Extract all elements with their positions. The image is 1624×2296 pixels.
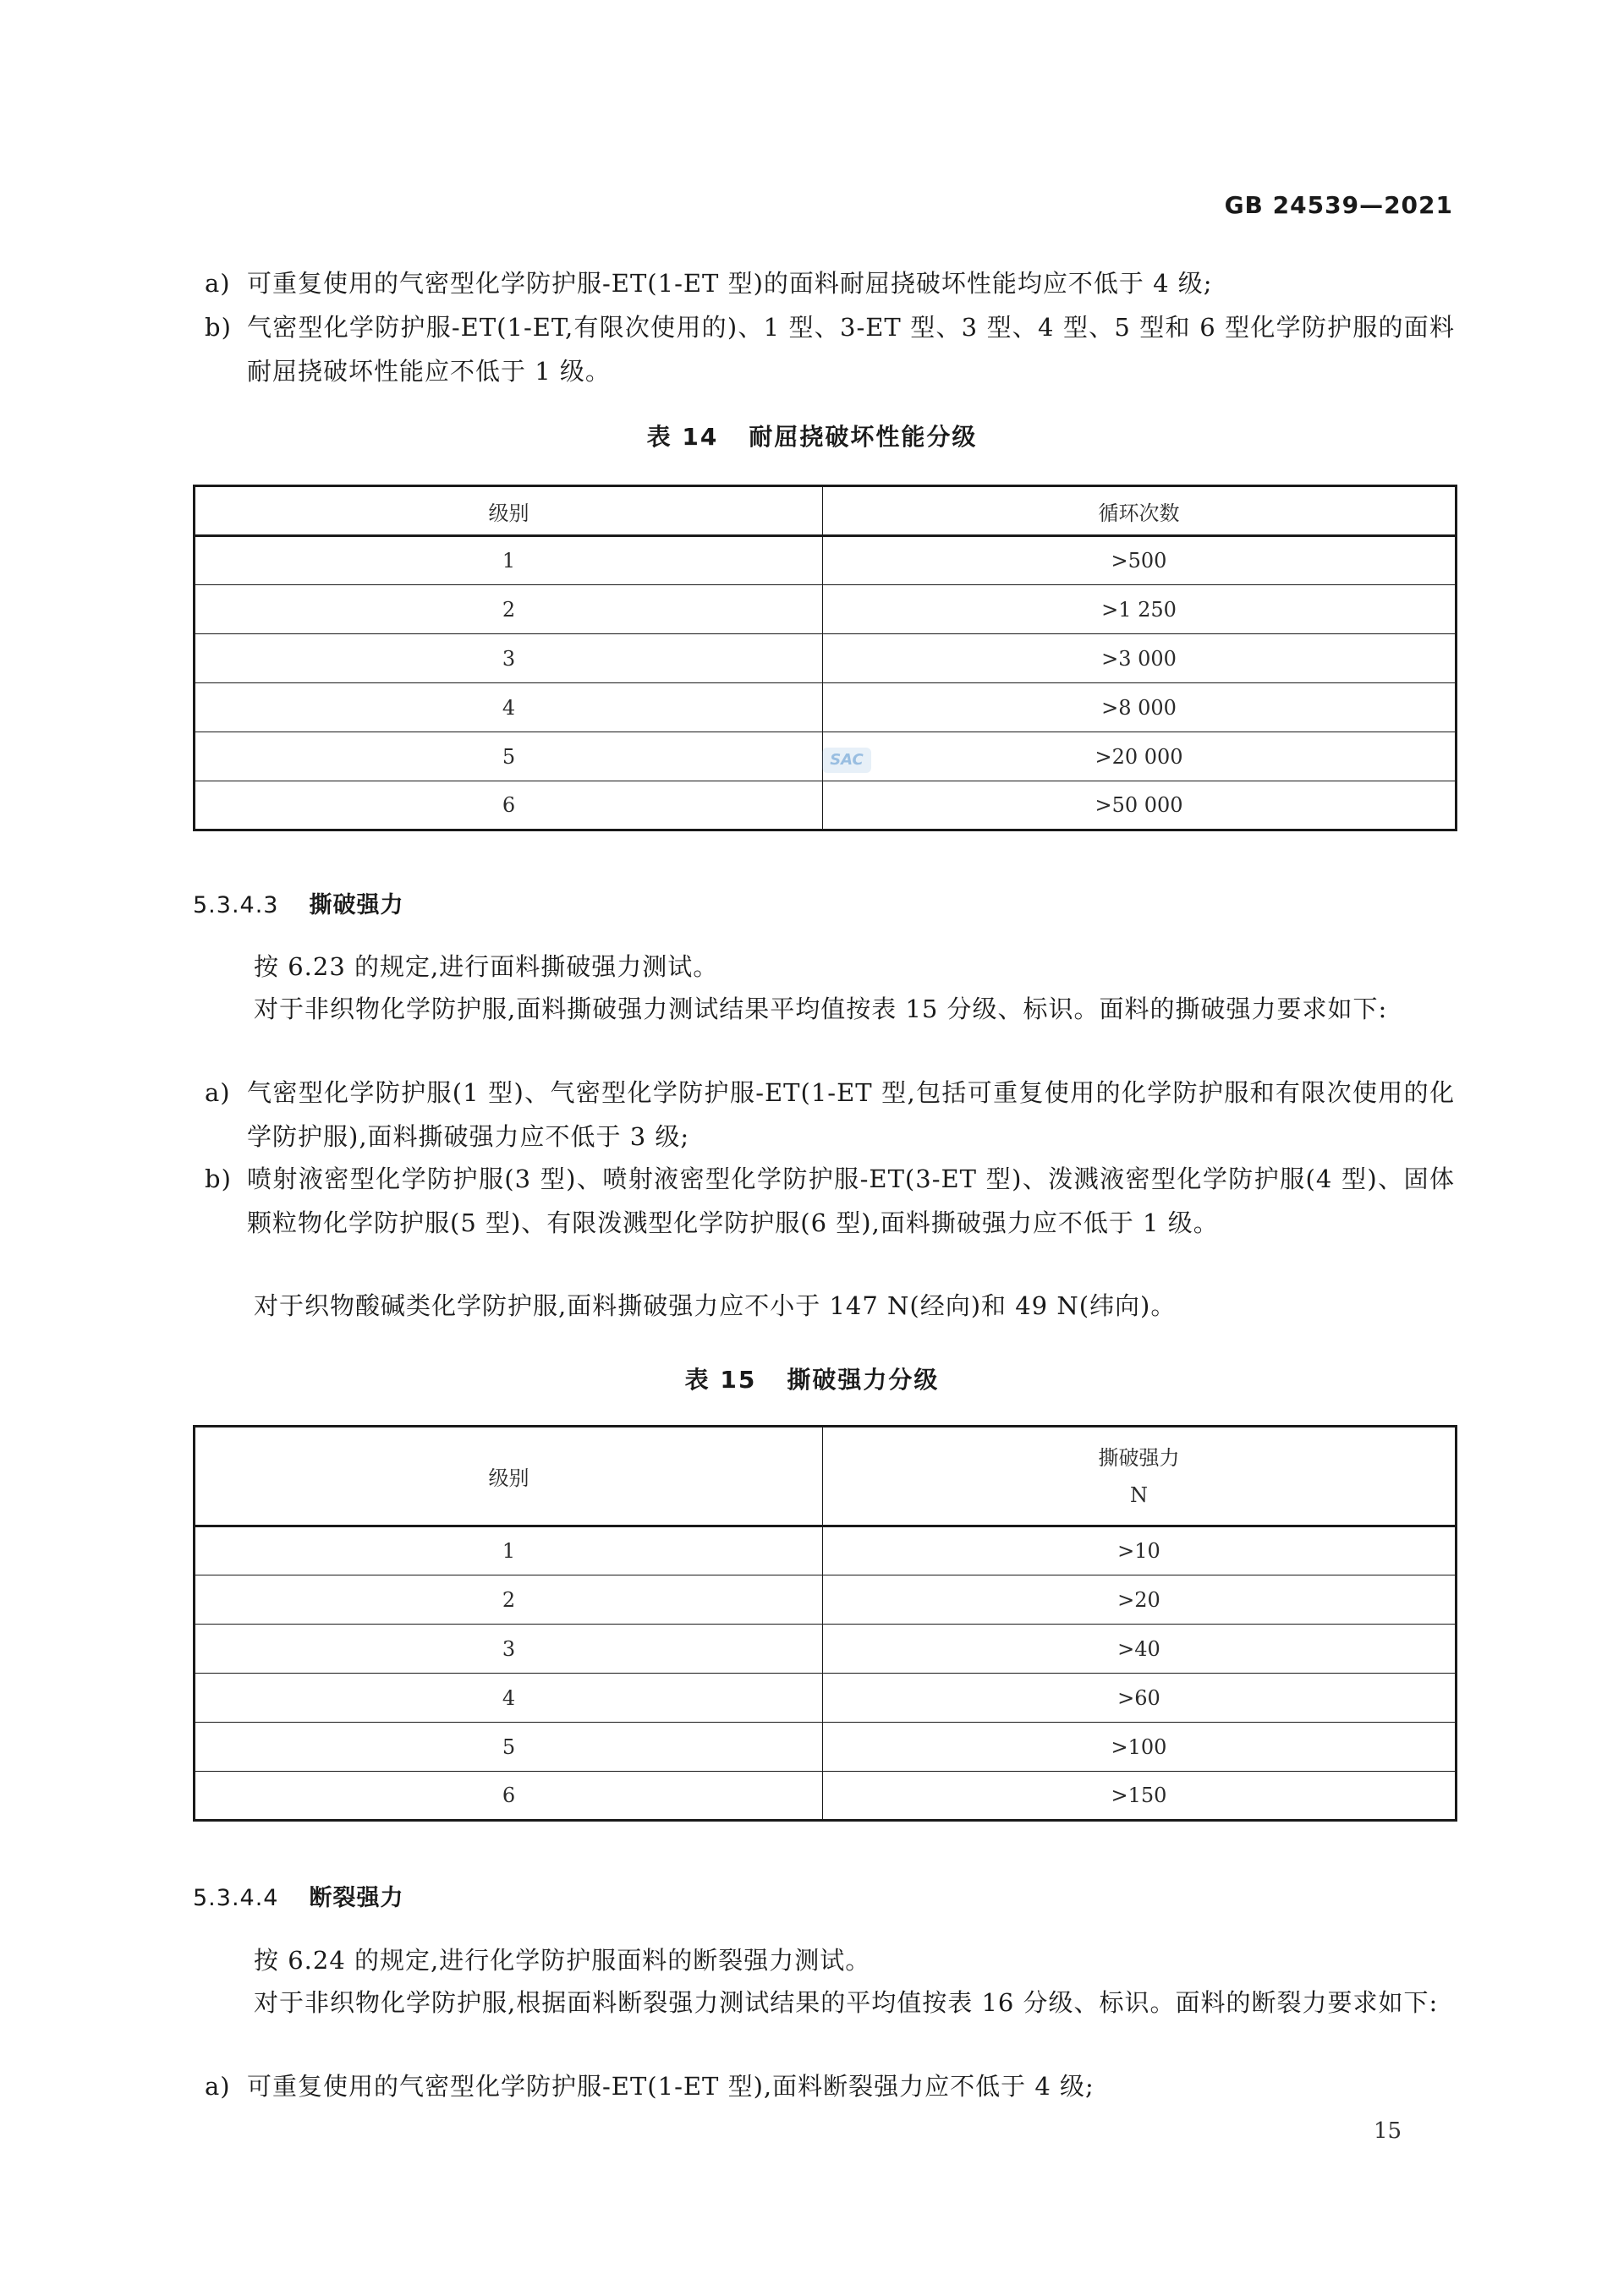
table-cell: 1 [195, 536, 823, 585]
section-number: 5.3.4.4 [193, 1885, 279, 1911]
list-marker: a) [205, 1078, 231, 1107]
table-row [195, 1575, 1457, 1625]
table-cell: >10 [823, 1526, 1457, 1575]
table-cell: >60 [823, 1674, 1457, 1723]
table-caption-title: 撕破强力分级 [787, 1366, 940, 1394]
table-row [195, 683, 1457, 732]
table-row [195, 1625, 1457, 1674]
table-cell: >150 [823, 1772, 1457, 1821]
paragraph: 对于非织物化学防护服,面料撕破强力测试结果平均值按表 15 分级、标识。面料的撕破强力要求如下: [254, 995, 1388, 1023]
column-header-cycles: 循环次数 [823, 486, 1457, 536]
table-cell: >1 250 [823, 585, 1457, 634]
section-heading [193, 1879, 403, 1912]
section-title: 撕破强力 [309, 892, 404, 918]
table-caption-title: 耐屈挠破坏性能分级 [749, 423, 978, 451]
table-row [195, 536, 1457, 585]
table-caption-number: 表 15 [684, 1366, 757, 1394]
table-cell: >50 000 [823, 781, 1457, 830]
list-marker: a) [205, 2072, 231, 2101]
table-cell: >500 [823, 536, 1457, 585]
table-cell: 3 [195, 634, 823, 683]
table-cell: >40 [823, 1625, 1457, 1674]
list-marker: b) [205, 1164, 232, 1193]
table-caption-number: 表 14 [646, 423, 719, 451]
table-cell: 2 [195, 1575, 823, 1625]
page-number: 15 [1374, 2118, 1402, 2144]
list-item [205, 261, 1455, 305]
paragraph: 按 6.23 的规定,进行面料撕破强力测试。 [254, 952, 719, 981]
list-text: 可重复使用的气密型化学防护服-ET(1-ET 型)的面料耐屈挠破坏性能均应不低于 4 级; [247, 269, 1213, 298]
list-item [205, 2064, 1455, 2108]
table-cell: >8 000 [823, 683, 1457, 732]
list-item [205, 1071, 1455, 1159]
section-heading [193, 886, 403, 919]
table-caption [0, 419, 1624, 452]
section-title: 断裂强力 [309, 1885, 404, 1911]
list-text: 可重复使用的气密型化学防护服-ET(1-ET 型),面料断裂强力应不低于 4 级; [247, 2072, 1095, 2101]
paragraph: 对于织物酸碱类化学防护服,面料撕破强力应不小于 147 N(经向)和 49 N(纬向)。 [254, 1291, 1177, 1320]
table-cell: >20 [823, 1575, 1457, 1625]
table-cell: 2 [195, 585, 823, 634]
table-row [195, 1526, 1457, 1575]
table-row [195, 1723, 1457, 1772]
table-cell: >20 000 [823, 732, 1457, 781]
flex-resistance-table [193, 485, 1457, 831]
table-cell: >100 [823, 1723, 1457, 1772]
column-header-tear-strength [823, 1427, 1457, 1526]
table-row [195, 1674, 1457, 1723]
list-item [205, 1157, 1455, 1245]
standard-code: GB 24539—2021 [1224, 191, 1453, 219]
list-marker: a) [205, 269, 231, 298]
table-cell: 6 [195, 781, 823, 830]
paragraph: 按 6.24 的规定,进行化学防护服面料的断裂强力测试。 [254, 1946, 871, 1975]
table-cell: 5 [195, 1723, 823, 1772]
tear-strength-table [193, 1425, 1457, 1822]
table-row [195, 1772, 1457, 1821]
table-cell: >3 000 [823, 634, 1457, 683]
table-cell: 1 [195, 1526, 823, 1575]
list-text: 气密型化学防护服-ET(1-ET,有限次使用的)、1 型、3-ET 型、3 型、4 型、5 型和 6 型化学防护服的面料耐屈挠破坏性能应不低于 1 级。 [247, 313, 1455, 386]
list-item [205, 305, 1455, 393]
list-text: 气密型化学防护服(1 型)、气密型化学防护服-ET(1-ET 型,包括可重复使用的化学防护服和有限次使用的化学防护服),面料撕破强力应不低于 3 级; [247, 1078, 1455, 1151]
table-caption [0, 1362, 1624, 1395]
table-row [195, 634, 1457, 683]
column-header-grade: 级别 [195, 1427, 823, 1526]
table-cell: 3 [195, 1625, 823, 1674]
table-cell: 4 [195, 683, 823, 732]
list-text: 喷射液密型化学防护服(3 型)、喷射液密型化学防护服-ET(3-ET 型)、泼溅液密型化学防护服(4 型)、固体颗粒物化学防护服(5 型)、有限泼溅型化学防护服(6 型),面料撕破强力应不低于 1 级。 [247, 1164, 1455, 1237]
column-header-unit: N [1130, 1482, 1148, 1507]
column-header-label: 撕破强力 [1098, 1445, 1180, 1470]
paragraph: 对于非织物化学防护服,根据面料断裂强力测试结果的平均值按表 16 分级、标识。面料的断裂力要求如下: [254, 1988, 1439, 2017]
table-row [195, 781, 1457, 830]
table-cell: 4 [195, 1674, 823, 1723]
column-header-grade: 级别 [195, 486, 823, 536]
section-number: 5.3.4.3 [193, 892, 279, 918]
sac-watermark-logo: SAC [822, 748, 871, 773]
list-marker: b) [205, 313, 232, 342]
table-row [195, 585, 1457, 634]
table-cell: 5 [195, 732, 823, 781]
table-cell: 6 [195, 1772, 823, 1821]
